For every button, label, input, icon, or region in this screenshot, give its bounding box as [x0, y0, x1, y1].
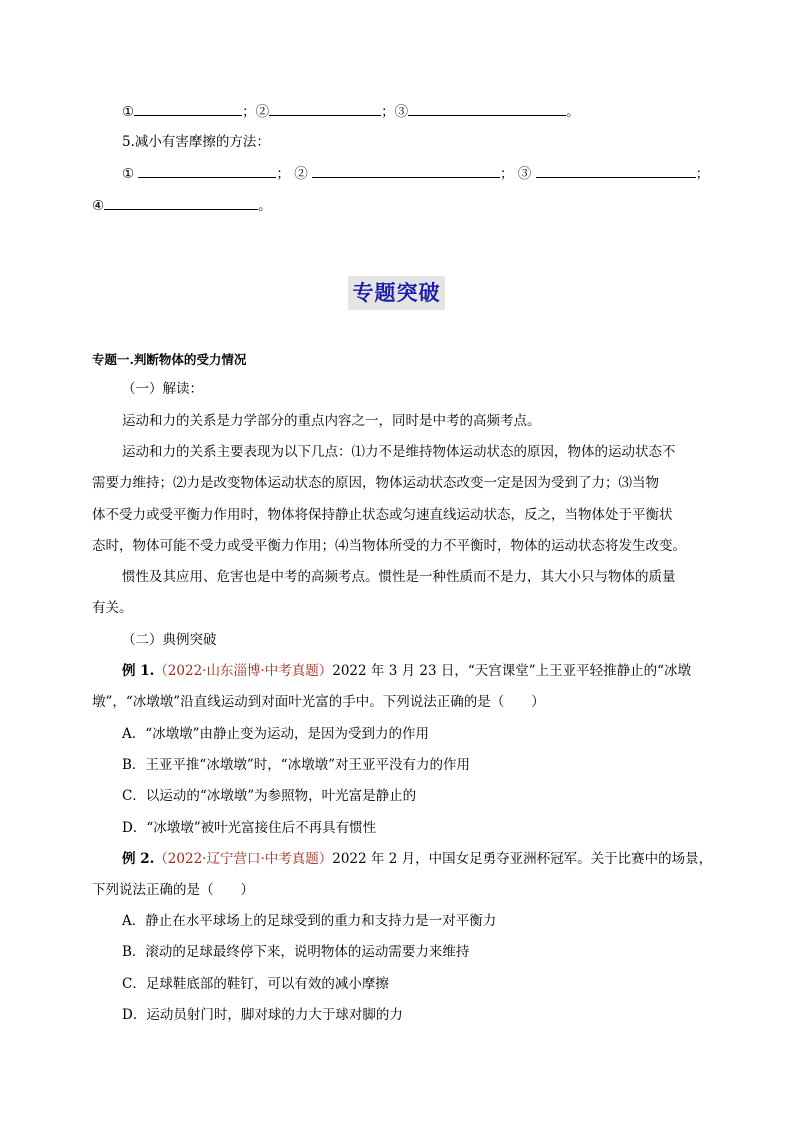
source-tag: 2022·辽宁营口·中考真题	[167, 851, 319, 867]
part-heading-interpretation: （一）解读：	[122, 381, 203, 397]
example-2-option-a[interactable]: A．静止在水平球场上的足球受到的重力和支持力是一对平衡力	[122, 913, 497, 929]
separator: ；	[381, 104, 395, 120]
paragraph-2-line-1: 运动和力的关系主要表现为以下几点：⑴力不是维持物体运动状态的原因，物体的运动状态不	[122, 444, 676, 460]
blank-1[interactable]	[138, 163, 276, 178]
source-paren: （	[154, 663, 168, 679]
example-2-option-d[interactable]: D．运动员射门时，脚对球的力大于球对脚的力	[122, 1007, 403, 1023]
marker-1: ①	[122, 104, 135, 120]
blank-2[interactable]	[312, 163, 500, 178]
example-2-stem-line-2: 下列说法正确的是（ ）	[92, 882, 254, 898]
paragraph-2-line-2: 需要力维持；⑵力是改变物体运动状态的原因，物体运动状态改变一定是因为受到了力；⑶当物	[92, 475, 659, 491]
example-label: 例 1.	[122, 663, 155, 679]
example-2-stem-line-1	[122, 849, 712, 869]
stem-text: 2022 年 3 月 23 日，“天宫课堂”上王亚平轻推静止的“冰墩	[332, 663, 692, 679]
paragraph-3-line-1: 惯性及其应用、危害也是中考的高频考点。惯性是一种性质而不是力，其大小只与物体的质量	[122, 569, 676, 585]
example-2-option-c[interactable]: C．足球鞋底部的鞋钉，可以有效的减小摩擦	[122, 976, 389, 992]
source-paren: （	[154, 851, 168, 867]
question-5-label: 5.减小有害摩擦的方法：	[122, 134, 270, 150]
example-1-option-d[interactable]: D．“冰墩墩”被叶光富接住后不再具有惯性	[122, 820, 377, 836]
blank-1[interactable]	[134, 101, 242, 116]
example-label: 例 2.	[122, 851, 155, 867]
blanks-row-3	[92, 195, 272, 216]
separator: ；	[242, 104, 256, 120]
paragraph-3-line-2: 有关。	[92, 600, 133, 616]
example-1-stem-line-2: 墩”，“冰墩墩”沿直线运动到对面叶光富的手中。下列说法正确的是（ ）	[92, 694, 545, 710]
paragraph-2-line-3: 体不受力或受平衡力作用时，物体将保持静止状态或匀速直线运动状态，反之，当物体处于平衡状	[92, 507, 673, 523]
blanks-row-2	[122, 163, 709, 184]
marker-4: ④	[92, 198, 105, 214]
marker-1: ①	[122, 166, 135, 182]
paragraph-2-line-4: 态时，物体可能不受力或受平衡力作用；⑷当物体所受的力不平衡时，物体的运动状态将发生改变。	[92, 538, 686, 554]
example-1-option-b[interactable]: B．王亚平推“冰墩墩”时，“冰墩墩”对王亚平没有力的作用	[122, 757, 471, 773]
stem-text: 2022 年 2 月，中国女足勇夺亚洲杯冠军。关于比赛中的场景，	[332, 851, 713, 867]
marker-2: ②	[255, 104, 270, 120]
section-title: 专题突破	[352, 281, 441, 305]
source-paren: ）	[318, 851, 333, 867]
part-heading-examples: （二）典例突破	[122, 632, 217, 648]
marker-3: ③	[517, 166, 532, 182]
marker-3: ③	[394, 104, 409, 120]
blank-3[interactable]	[536, 163, 696, 178]
source-paren: ）	[318, 663, 333, 679]
section-title-box	[348, 276, 445, 310]
separator: ；	[276, 166, 290, 182]
paragraph-1: 运动和力的关系是力学部分的重点内容之一，同时是中考的高频考点。	[122, 413, 541, 429]
separator: ；	[695, 166, 710, 182]
marker-2: ②	[294, 166, 308, 182]
example-1-stem-line-1	[122, 661, 691, 681]
example-1-option-a[interactable]: A．“冰墩墩”由静止变为运动，是因为受到力的作用	[122, 726, 430, 742]
blanks-row-1	[122, 101, 580, 122]
topic-heading: 专题一.判断物体的受力情况	[92, 352, 247, 367]
end-mark: 。	[566, 104, 580, 120]
blank-3[interactable]	[408, 101, 566, 116]
end-mark: 。	[258, 198, 272, 214]
blank-4[interactable]	[104, 195, 258, 210]
blank-2[interactable]	[269, 101, 381, 116]
source-tag: 2022·山东淄博·中考真题	[167, 663, 319, 679]
example-1-option-c[interactable]: C．以运动的“冰墩墩”为参照物，叶光富是静止的	[122, 788, 417, 804]
separator: ；	[500, 166, 514, 182]
example-2-option-b[interactable]: B．滚动的足球最终停下来，说明物体的运动需要力来维持	[122, 944, 470, 960]
